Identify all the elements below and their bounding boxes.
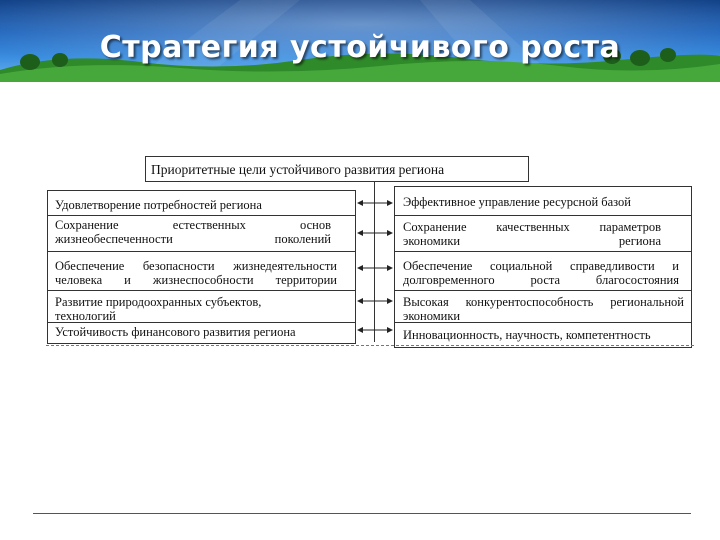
left-goal-5: Устойчивость финансового развития региона	[55, 325, 296, 339]
diagram-header-text: Приоритетные цели устойчивого развития региона	[151, 162, 445, 177]
right-goal-3: Обеспечение социальной справедливости и долговременного роста благосостояния	[403, 259, 679, 287]
footer-rule	[33, 513, 691, 514]
right-goal-5: Инновационность, научность, компетентность	[403, 328, 651, 342]
right-goal-2: Сохранение качественных параметров экономики региона	[403, 220, 661, 248]
left-goal-2: Сохранение естественных основ жизнеобеспеченности поколений	[55, 218, 331, 246]
right-goal-1: Эффективное управление ресурсной базой	[403, 195, 631, 209]
left-goal-1: Удовлетворение потребностей региона	[55, 198, 262, 212]
dashed-separator	[46, 345, 694, 346]
left-goal-4: Развитие природоохранных субъектов, технологий	[55, 295, 262, 323]
slide-title: Стратегия устойчивого роста	[99, 30, 621, 65]
right-goal-4: Высокая конкурентоспособность региональной экономики	[403, 295, 684, 323]
left-goal-3: Обеспечение безопасности жизнедеятельности человека и жизнеспособности территории	[55, 259, 337, 287]
double-arrow-icons	[358, 203, 392, 330]
